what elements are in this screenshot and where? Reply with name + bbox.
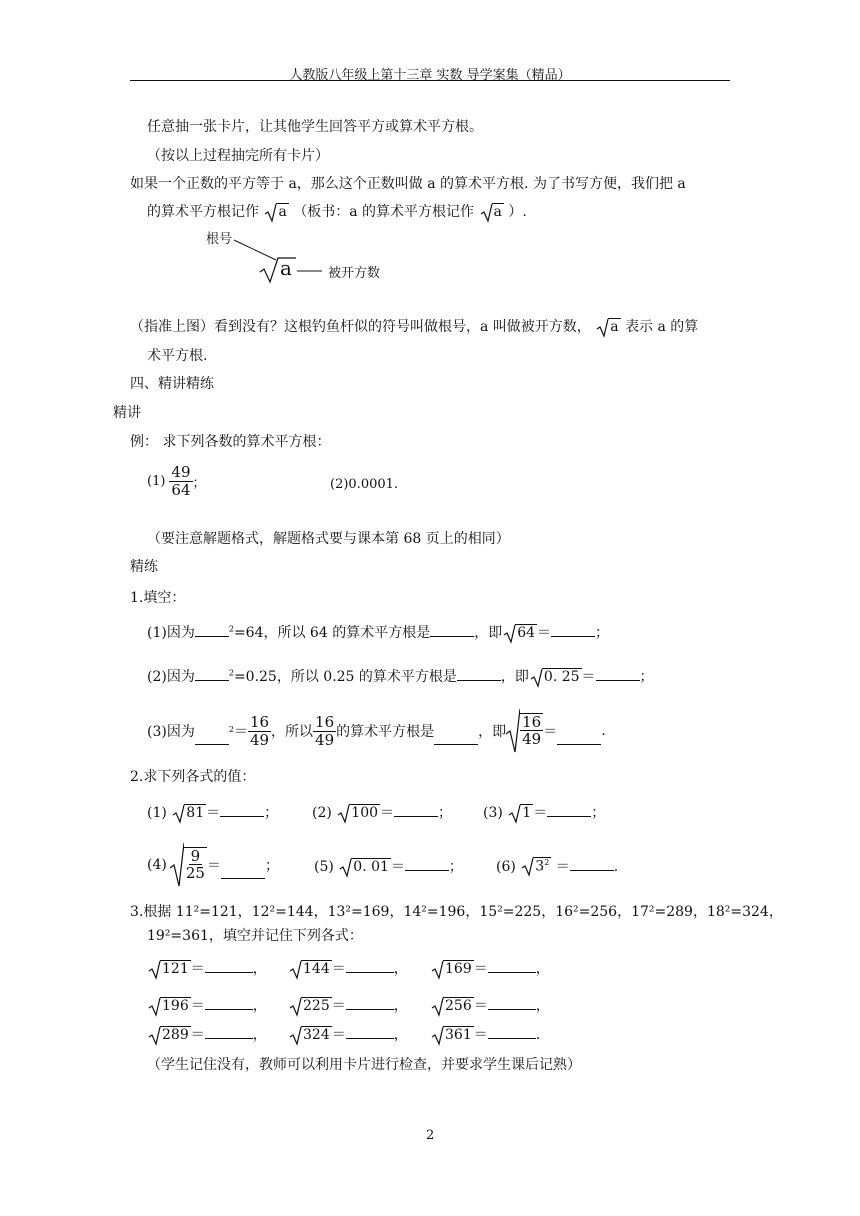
section-title: 四、精讲精练 [130, 376, 214, 392]
square-root-item: 289 ＝ ， [147, 1024, 267, 1044]
fill-row-2: (2)因为 $^2$=0.25，所以 0.25 的算术平方根是 ，即 0. 25 ＝ ； [147, 668, 654, 685]
radicand-label: 被开方数 [328, 266, 381, 281]
closing-note: （学生记住没有，教师可以利用卡片进行检查，并要求学生课后记熟） [147, 1057, 581, 1073]
answer-blank[interactable] [551, 624, 595, 637]
example-2: (2)0.0001. [330, 477, 399, 492]
answer-blank[interactable] [547, 804, 591, 817]
answer-blank[interactable] [596, 668, 640, 681]
square-root-item: 169 ＝ ， [430, 958, 550, 978]
answer-blank[interactable] [405, 858, 449, 871]
fill-row-1: (1)因为 $^2$=64，所以 64 的算术平方根是 ，即 64 ＝ ； [147, 624, 610, 641]
line-notation: 的算术平方根记作 a （板书：a 的算术平方根记作 a ）. [147, 204, 527, 220]
answer-blank[interactable] [488, 960, 536, 973]
eval-item-6: (6) $3^2$ ＝ . [496, 858, 619, 875]
eval-item-5: (5) 0. 01 ＝ ； [314, 859, 463, 875]
answer-blank[interactable] [195, 732, 229, 745]
page-header: 人教版八年级上第十三章 实数 导学案集（精品） [289, 68, 571, 83]
line-repeat: （按以上过程抽完所有卡片） [147, 148, 329, 164]
answer-blank[interactable] [221, 866, 265, 879]
answer-blank[interactable] [346, 960, 394, 973]
fill-row-3: (3)因为 $^2$ ＝ $\frac{16}{49}$ ，所以 $\frac{16}{49}$ 的算术平方根是 ，即 $\frac{16}{49}$ ＝ . [147, 708, 606, 754]
line-definition: 如果一个正数的平方等于 a，那么这个正数叫做 a 的算术平方根. 为了书写方便，我们把 a [130, 176, 686, 192]
example-1: (1) $\frac{49}{64}$ ； [147, 463, 206, 499]
answer-blank[interactable] [434, 732, 478, 745]
line-explain-cont: 术平方根. [147, 348, 208, 364]
eval-item-3: (3) 1 ＝ ； [483, 805, 606, 821]
answer-blank[interactable] [488, 1026, 536, 1039]
line-draw-card: 任意抽一张卡片，让其他学生回答平方或算术平方根。 [147, 119, 483, 135]
eval-item-4: (4) $\frac{9}{25}$ ＝ ； [147, 842, 279, 888]
fraction-16-49: $\frac{16}{49}$ [249, 713, 270, 749]
square-root-item: 225 ＝ ， [288, 995, 408, 1015]
exercise-1-title: 1.填空： [130, 590, 186, 606]
eval-item-2: (2) 100 ＝ ； [312, 805, 453, 821]
square-root-item: 121 ＝ ， [147, 958, 267, 978]
line-explain: （指准上图）看到没有？这根钓鱼杆似的符号叫做根号，a 叫做被开方数， a 表示 a 的算 [130, 319, 699, 335]
sqrt-a-3: a [597, 318, 620, 335]
answer-blank[interactable] [488, 997, 536, 1010]
answer-blank[interactable] [205, 960, 253, 973]
square-root-item: 361 ＝ . [430, 1024, 540, 1044]
answer-blank[interactable] [220, 804, 264, 817]
fraction-49-64: $\frac{49}{64}$ [171, 463, 191, 499]
answer-blank[interactable] [205, 1026, 253, 1039]
diagram-radicand: a [280, 256, 292, 280]
sqrt-64: 64 [504, 624, 537, 641]
answer-blank[interactable] [205, 997, 253, 1010]
exercise-3-line2: 19²=361，填空并记住下列各式： [147, 928, 363, 944]
answer-blank[interactable] [570, 858, 614, 871]
answer-blank[interactable] [557, 732, 601, 745]
answer-blank[interactable] [195, 668, 229, 681]
square-root-item: 256 ＝ ， [430, 995, 550, 1015]
header-rule [130, 80, 730, 81]
sqrt-a: a [265, 203, 288, 220]
subsection-jinglian: 精练 [130, 559, 158, 575]
exercise-2-title: 2.求下列各式的值： [130, 769, 256, 785]
subsection-jingjiang: 精讲 [113, 405, 141, 421]
format-note: （要注意解题格式，解题格式要与课本第 68 页上的相同） [147, 531, 510, 547]
answer-blank[interactable] [394, 804, 438, 817]
eval-item-1: (1) 81 ＝ ； [147, 805, 279, 821]
answer-blank[interactable] [195, 624, 229, 637]
sqrt-a-2: a [481, 203, 504, 220]
square-root-item: 196 ＝ ， [147, 995, 267, 1015]
page-number: 2 [426, 1128, 435, 1143]
answer-blank[interactable] [430, 624, 474, 637]
sqrt-0-25: 0. 25 [531, 668, 582, 685]
answer-blank[interactable] [457, 668, 501, 681]
sqrt-16-49: $\frac{16}{49}$ [506, 708, 543, 754]
example-title: 例： 求下列各数的算术平方根： [130, 434, 331, 450]
square-root-item: 324 ＝ ， [288, 1024, 408, 1044]
answer-blank[interactable] [346, 997, 394, 1010]
radical-label: 根号 [206, 232, 233, 247]
square-root-item: 144 ＝ ， [288, 958, 408, 978]
answer-blank[interactable] [346, 1026, 394, 1039]
fraction-16-49-b: $\frac{16}{49}$ [315, 713, 335, 749]
exercise-3-line1: 3.根据 11²=121，12²=144，13²=169，14²=196，15²=225，16²=256，17²=289，18²=324， [130, 904, 783, 920]
